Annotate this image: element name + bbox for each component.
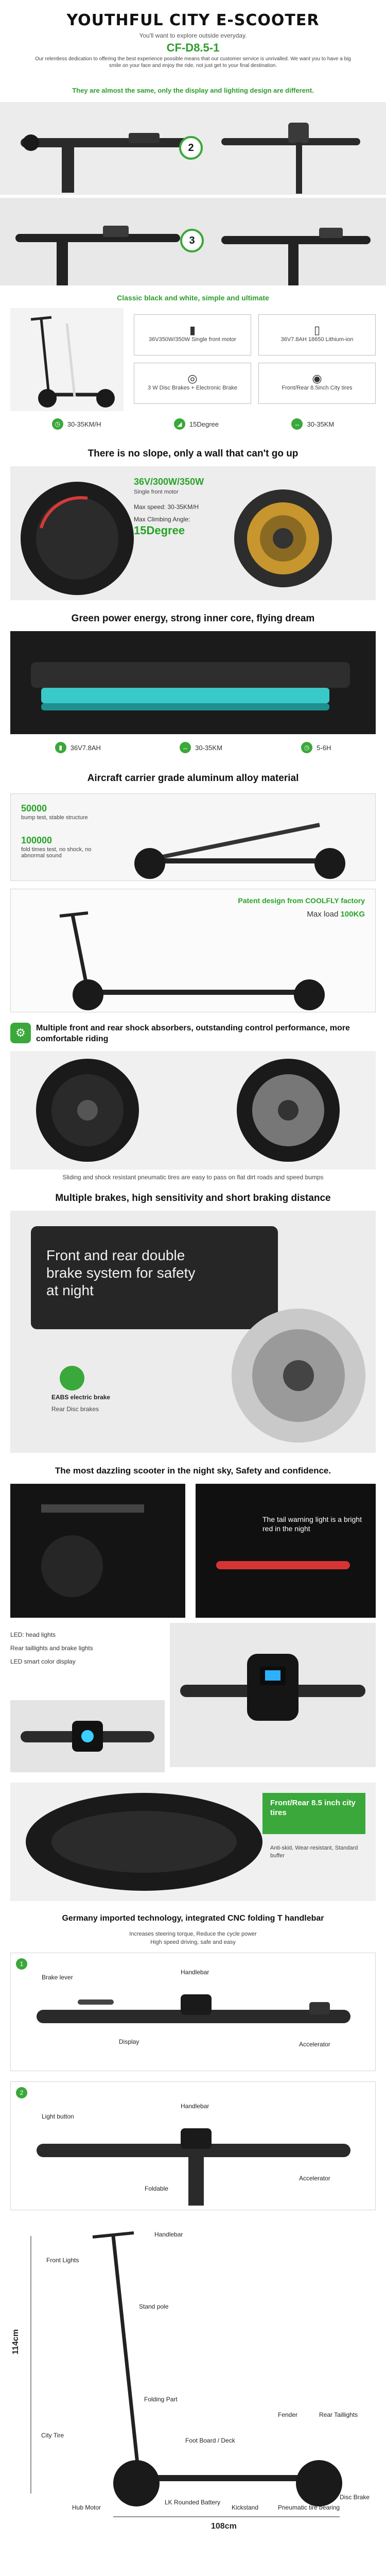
range-icon: ↔ — [180, 742, 191, 753]
handlebar-intro-2: High speed driving, safe and easy — [150, 1939, 236, 1945]
taillight-text: The tail warning light is a bright red in the night — [262, 1515, 362, 1533]
charge-spec: ◷ 5-6H — [301, 742, 331, 753]
fold-text: fold times test, no shock, no abnormal sound — [21, 846, 92, 859]
dim-label-rear-taillights: Rear Taillights — [319, 2411, 358, 2418]
wheel-icon: ◉ — [312, 372, 322, 385]
aircraft-heading: Aircraft carrier grade aluminum alloy material — [87, 773, 299, 784]
light-list — [10, 1628, 175, 1668]
scooter-pair-illustration — [10, 308, 124, 411]
dim-label-pneumatic: Pneumatic tire bearing — [278, 2504, 340, 2511]
range-spec-2: ↔ 30-35KM — [180, 742, 222, 753]
brake-icon: ◎ — [187, 372, 198, 385]
classic-card-2: ▯ 36V7.8AH 18650 Lithium-ion — [258, 314, 376, 355]
night-photo-left — [10, 1484, 185, 1618]
promise-text: They are almost the same, only the display and lighting design are different. — [72, 87, 314, 94]
tire-title: Front/Rear 8.5 inch city tires — [270, 1799, 356, 1817]
length-label: 108cm — [211, 2522, 237, 2531]
label-foldable: Foldable — [145, 2185, 169, 2192]
absorber-heading-row — [10, 1023, 376, 1044]
handlebar-photo-3 — [0, 198, 386, 285]
night-brake-text: Front and rear double brake system for safety at night — [46, 1247, 196, 1298]
brakes-heading: Multiple brakes, high sensitivity and short braking distance — [55, 1193, 331, 1204]
scooter-side-illustration — [11, 889, 376, 1013]
climb-spec: ◢ 15Degree — [174, 418, 219, 430]
max-speed: Max speed: 30-35KM/H — [134, 503, 199, 511]
dim-label-foot-board: Foot Board / Deck — [185, 2437, 235, 2444]
slope-photo — [10, 466, 376, 600]
battery-spec: ▮ 36V7.8AH — [55, 742, 101, 753]
label-handlebar-1: Handlebar — [181, 1969, 209, 1976]
model-name: CF-D8.5-1 — [166, 41, 220, 54]
header-section — [0, 0, 386, 72]
dimension-diagram — [10, 2226, 376, 2545]
classic-scooter-photo — [10, 308, 124, 411]
page-title: YOUTHFUL CITY E-SCOOTER — [66, 11, 320, 29]
height-label: 114cm — [11, 2329, 20, 2354]
material-panel — [10, 793, 376, 881]
intro-text: Our relentless dedication to offering the best experience possible means that our customer service is unrivalled. We want you to have a big smile on your face and enjoy the ride, not just get to your final destination. — [35, 56, 351, 69]
handlebar-diagram-1 — [10, 1953, 376, 2071]
label-handlebar-2: Handlebar — [181, 2103, 209, 2110]
brake-photo — [10, 1211, 376, 1453]
bump-text: bump test, stable structure — [21, 815, 88, 821]
climb-value: 15Degree — [134, 524, 185, 537]
dashboard-illustration — [10, 1700, 165, 1772]
label-accelerator-1: Accelerator — [299, 2041, 330, 2048]
absorber-heading: Multiple front and rear shock absorbers, outstanding control performance, more comfortable riding — [36, 1024, 350, 1043]
night-photo-right — [196, 1484, 376, 1618]
night-heading: The most dazzling scooter in the night sky, Safety and confidence. — [55, 1466, 331, 1476]
classic-spec-row — [0, 418, 386, 430]
handlebar-diagram-2 — [10, 2081, 376, 2210]
dim-label-folding-part: Folding Part — [144, 2396, 178, 2403]
label-display: Display — [119, 2038, 139, 2045]
display-photo — [170, 1623, 376, 1767]
range-icon: ↔ — [291, 418, 303, 430]
diagram-1-badge: 1 — [16, 1958, 27, 1970]
badge-3: 3 — [180, 229, 204, 252]
tire-photo — [10, 1783, 376, 1901]
max-load-row: Max load 100KG — [307, 910, 365, 919]
dim-label-city-tire: City Tire — [41, 2432, 64, 2439]
dim-label-front-lights: Front Lights — [46, 2257, 79, 2264]
motor-spec: 36V/300W/350W — [134, 477, 204, 487]
handlebar-heading: Germany imported technology, integrated CNC folding T handlebar — [62, 1914, 324, 1923]
range-spec: ↔ 30-35KM — [291, 418, 334, 430]
patent-text: Patent design from COOLFLY factory — [238, 896, 365, 905]
dimension-illustration — [10, 2226, 376, 2545]
eabs-text: EABS electric brake — [51, 1394, 111, 1401]
slope-icon: ◢ — [174, 418, 185, 430]
bump-value: 50000 — [21, 803, 47, 814]
classic-heading: Classic black and white, simple and ultimate — [117, 294, 269, 302]
page-subtitle: You'll want to explore outside everyday. — [139, 32, 247, 39]
dim-label-kickstand: Kickstand — [232, 2504, 259, 2511]
absorber-illustration — [10, 1051, 376, 1170]
slope-heading: There is no slope, only a wall that can't go up — [87, 448, 299, 459]
night-left-illustration — [10, 1484, 185, 1618]
classic-card-4: ◉ Front/Rear 8.5inch City tires — [258, 363, 376, 404]
climb-label: Max Climbing Angle: — [134, 516, 190, 523]
display-illustration — [170, 1623, 376, 1767]
tire-sub: Anti-skid, Wear-resistant, Standard buffer — [270, 1845, 358, 1859]
classic-card-1: ▮ 36V350W/350W Single front motor — [134, 314, 251, 355]
dashboard-photo — [10, 1700, 165, 1772]
battery-deck-photo — [10, 631, 376, 734]
label-light-button: Light button — [42, 2113, 74, 2120]
classic-card-3: ◎ 3 W Disc Brakes + Electronic Brake — [134, 363, 251, 404]
energy-spec-row — [0, 742, 386, 753]
battery-icon: ▮ — [189, 324, 196, 336]
rear-disc-text: Rear Disc brakes — [51, 1405, 99, 1413]
dim-label-handlebar: Handlebar — [154, 2231, 183, 2238]
battery-icon: ▯ — [313, 324, 321, 336]
label-brake-lever: Brake lever — [42, 1974, 73, 1981]
handlebar-photo-2 — [0, 102, 386, 195]
shock-icon: ⚙ — [10, 1023, 31, 1043]
absorber-caption: Sliding and shock resistant pneumatic tires are easy to pass on flat dirt roads and speed bumps — [62, 1174, 324, 1181]
dim-label-hub-motor: Hub Motor — [72, 2504, 101, 2511]
handlebar-intro-1: Increases steering torque, Reduce the cycle power — [129, 1931, 257, 1937]
clock-icon: ◷ — [301, 742, 312, 753]
dim-label-stand-pole: Stand pole — [139, 2303, 169, 2310]
badge-2: 2 — [179, 136, 203, 160]
battery-deck-illustration — [10, 631, 376, 734]
handlebar-diagram-2-illustration — [11, 2082, 376, 2211]
label-accelerator-2: Accelerator — [299, 2175, 330, 2182]
dim-label-disc-brake: Disc Brake — [340, 2494, 370, 2501]
load-panel — [10, 889, 376, 1012]
led-display: LED smart color display — [10, 1658, 76, 1665]
speed-spec: ◷ 30-35KM/H — [52, 418, 101, 430]
dim-label-fender: Fender — [278, 2411, 298, 2418]
diagram-2-badge: 2 — [16, 2087, 27, 2098]
taillight-illustration — [196, 1484, 376, 1618]
led-headlights: LED: head lights — [10, 1631, 56, 1638]
absorber-photo — [10, 1051, 376, 1170]
energy-heading: Green power energy, strong inner core, flying dream — [71, 613, 315, 624]
speed-icon: ◷ — [52, 418, 63, 430]
classic-spec-cards — [134, 314, 376, 404]
dim-label-battery: LK Rounded Battery — [165, 2499, 221, 2506]
folded-scooter-illustration — [11, 794, 376, 882]
fold-value: 100000 — [21, 835, 52, 845]
motor-sub: Single front motor — [134, 489, 179, 495]
battery-icon: ▮ — [55, 742, 66, 753]
rear-lights: Rear taillights and brake lights — [10, 1645, 93, 1652]
